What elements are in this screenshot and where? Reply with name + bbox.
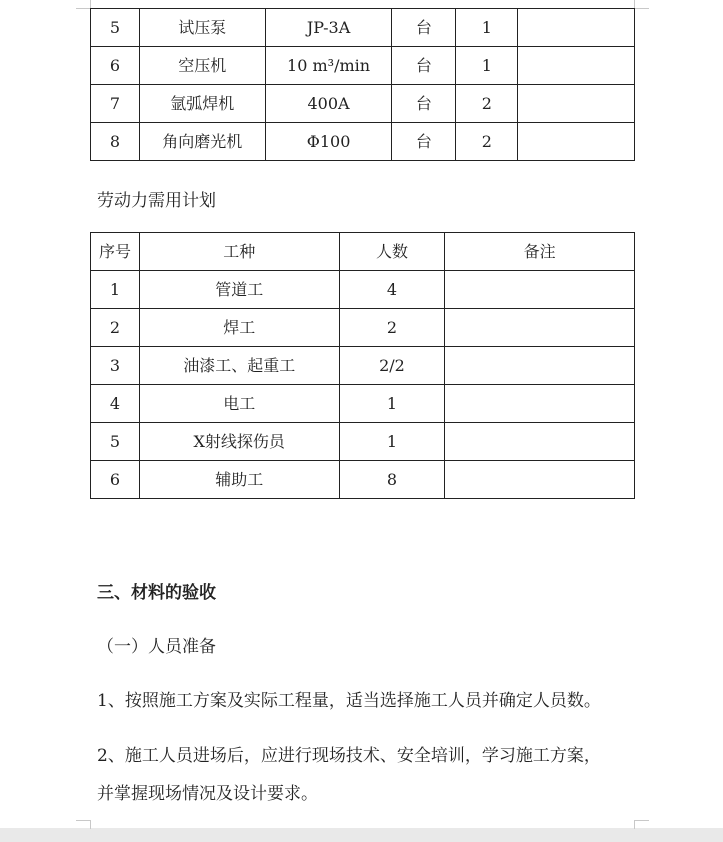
equipment-note bbox=[518, 85, 635, 123]
labor-table bbox=[90, 232, 635, 499]
equipment-name: 角向磨光机 bbox=[139, 123, 265, 161]
top-left-corner-mark bbox=[76, 0, 91, 9]
labor-count: 4 bbox=[339, 271, 445, 309]
labor-note bbox=[445, 347, 635, 385]
equipment-no: 6 bbox=[91, 47, 140, 85]
equipment-spec: 400A bbox=[265, 85, 392, 123]
table-row bbox=[91, 385, 635, 423]
equipment-unit: 台 bbox=[392, 85, 456, 123]
equipment-unit: 台 bbox=[392, 47, 456, 85]
equipment-no: 8 bbox=[91, 123, 140, 161]
table-header-row bbox=[91, 233, 635, 271]
equipment-note bbox=[518, 123, 635, 161]
paragraph-2-line-2: 并掌握现场情况及设计要求。 bbox=[97, 784, 318, 804]
labor-count: 1 bbox=[339, 423, 445, 461]
table-row bbox=[91, 461, 635, 499]
table-row bbox=[91, 47, 635, 85]
equipment-unit: 台 bbox=[392, 123, 456, 161]
equipment-name: 氩弧焊机 bbox=[139, 85, 265, 123]
paragraph-2-line-1: 2、施工人员进场后，应进行现场技术、安全培训，学习施工方案， bbox=[97, 746, 601, 766]
labor-count: 8 bbox=[339, 461, 445, 499]
labor-no: 6 bbox=[91, 461, 140, 499]
labor-count: 2/2 bbox=[339, 347, 445, 385]
labor-no: 5 bbox=[91, 423, 140, 461]
equipment-qty: 1 bbox=[456, 47, 518, 85]
labor-note bbox=[445, 423, 635, 461]
labor-count: 2 bbox=[339, 309, 445, 347]
header-count: 人数 bbox=[339, 233, 445, 271]
table-row bbox=[91, 123, 635, 161]
header-trade: 工种 bbox=[139, 233, 339, 271]
equipment-qty: 2 bbox=[456, 85, 518, 123]
equipment-spec: JP-3A bbox=[265, 9, 392, 47]
equipment-no: 5 bbox=[91, 9, 140, 47]
subsection-heading: （一）人员准备 bbox=[97, 637, 216, 657]
equipment-name: 试压泵 bbox=[139, 9, 265, 47]
table-row bbox=[91, 85, 635, 123]
bottom-right-corner-mark bbox=[634, 820, 649, 829]
equipment-no: 7 bbox=[91, 85, 140, 123]
paragraph-1: 1、按照施工方案及实际工程量，适当选择施工人员并确定人员数。 bbox=[97, 691, 601, 711]
table-row bbox=[91, 423, 635, 461]
table-row bbox=[91, 271, 635, 309]
table-row bbox=[91, 9, 635, 47]
equipment-spec: Φ100 bbox=[265, 123, 392, 161]
equipment-note bbox=[518, 47, 635, 85]
labor-no: 3 bbox=[91, 347, 140, 385]
equipment-qty: 2 bbox=[456, 123, 518, 161]
labor-note bbox=[445, 309, 635, 347]
header-no: 序号 bbox=[91, 233, 140, 271]
equipment-spec: 10 m³/min bbox=[265, 47, 392, 85]
equipment-note bbox=[518, 9, 635, 47]
table-row bbox=[91, 347, 635, 385]
labor-no: 4 bbox=[91, 385, 140, 423]
labor-trade: X射线探伤员 bbox=[139, 423, 339, 461]
section-heading: 三、材料的验收 bbox=[97, 583, 216, 603]
labor-trade: 焊工 bbox=[139, 309, 339, 347]
equipment-unit: 台 bbox=[392, 9, 456, 47]
labor-trade: 辅助工 bbox=[139, 461, 339, 499]
header-note: 备注 bbox=[445, 233, 635, 271]
equipment-name: 空压机 bbox=[139, 47, 265, 85]
labor-note bbox=[445, 385, 635, 423]
labor-trade: 管道工 bbox=[139, 271, 339, 309]
labor-count: 1 bbox=[339, 385, 445, 423]
bottom-left-corner-mark bbox=[76, 820, 91, 829]
labor-plan-title: 劳动力需用计划 bbox=[97, 191, 216, 211]
equipment-table bbox=[90, 8, 635, 161]
table-row bbox=[91, 309, 635, 347]
labor-note bbox=[445, 271, 635, 309]
labor-no: 2 bbox=[91, 309, 140, 347]
labor-trade: 电工 bbox=[139, 385, 339, 423]
labor-no: 1 bbox=[91, 271, 140, 309]
labor-trade: 油漆工、起重工 bbox=[139, 347, 339, 385]
top-right-corner-mark bbox=[634, 0, 649, 9]
labor-note bbox=[445, 461, 635, 499]
equipment-qty: 1 bbox=[456, 9, 518, 47]
